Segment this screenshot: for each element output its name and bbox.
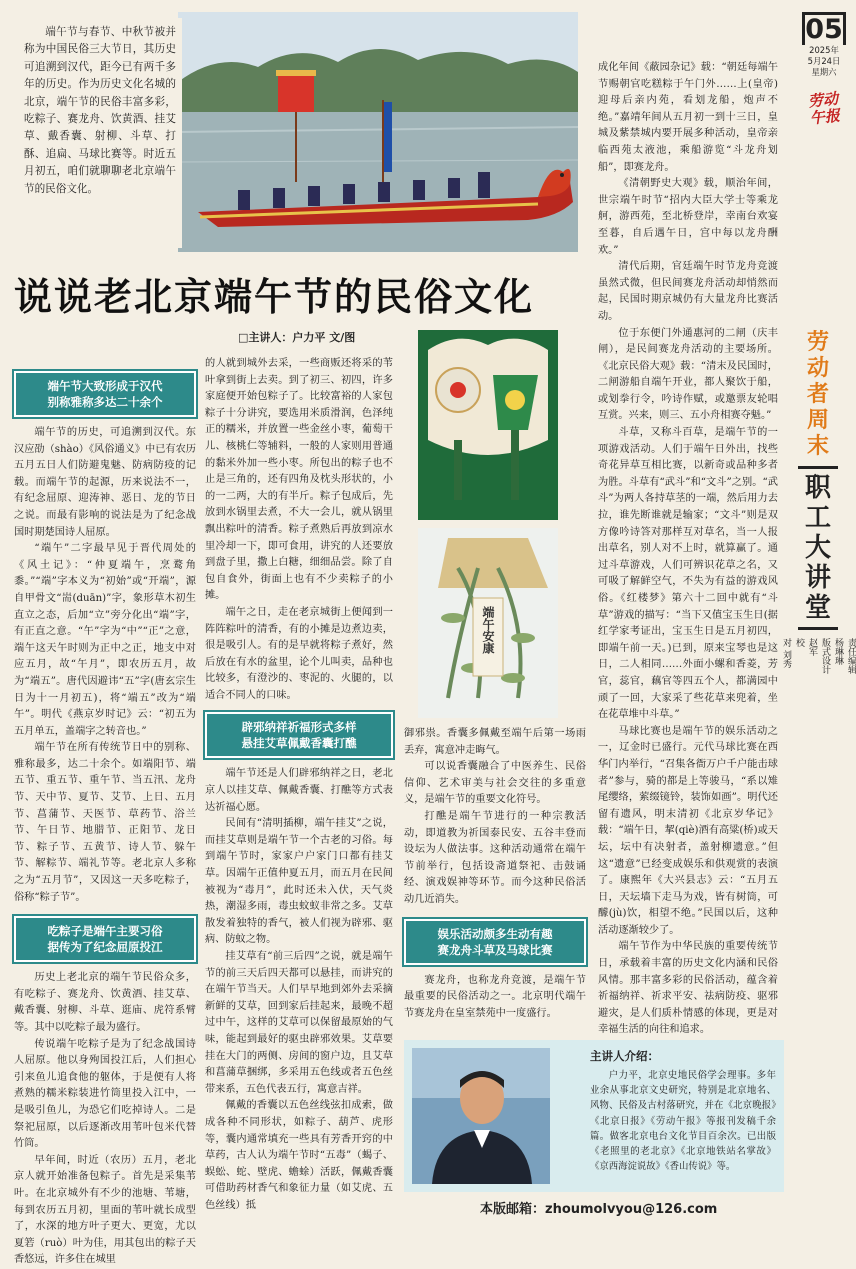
dragon-boat-illustration: [178, 12, 578, 252]
designer-label: 版式设计: [820, 638, 830, 674]
paragraph: 御邪祟。香囊多佩戴至端午后第一场雨丢弃，寓意冲走晦气。: [404, 728, 586, 756]
date-year: 2025年: [809, 45, 839, 55]
section-heading-line: 端午节大致形成于汉代: [47, 379, 163, 393]
section-heading-3: [205, 712, 393, 758]
paragraph: 《清朝野史大观》载，顺治年间，世宗端午时节“招内大臣大学士等乘龙舸，游西苑，至北桥登岸，幸南台欢宴至暮，自后遇午日，宫中每以龙舟酬欢。”: [598, 178, 778, 256]
divider: [798, 627, 838, 630]
section-heading-line: 悬挂艾草佩戴香囊打醮: [241, 736, 357, 751]
column-2: [205, 356, 393, 1215]
sidebar-title-black: 职工大讲堂: [804, 473, 831, 623]
mugwort-photo: [418, 528, 558, 718]
paragraph: 历史上老北京的端午节民俗众多，有吃粽子、赛龙舟、饮黄酒、挂艾草、戴香囊、射柳、斗草、逛庙、虎符系臂等。其中以吃粽子最为盛行。: [14, 972, 196, 1033]
section-heading-line: 辟邪纳祥祈福形式多样: [241, 720, 357, 735]
paragraph: 清代后期，官廷端午时节龙舟竞渡虽然式微，但民间赛龙舟活动却悄然而起，民国时期京城仍有大量龙舟比赛活动。: [598, 261, 778, 322]
paragraph: 端午节还是人们辟邪纳祥之日，老北京人以挂艾草、佩戴香囊、打醮等方式表达祈福心愿。: [205, 768, 393, 813]
section-4-body: [404, 973, 586, 1023]
section-heading-4: [404, 919, 586, 965]
section-heading-line: 赛龙舟斗草及马球比赛: [437, 942, 553, 957]
newspaper-logo: 劳动午报: [807, 89, 841, 128]
paragraph: 马球比赛也是端午节的娱乐活动之一，辽金时已盛行。元代马球比赛在西华门内举行，“召集各衙万户千户能击球者”参与，骑的都是上等骏马，“系以雉尾缨络，萦缀镜铃，装饰如画”。明代还留有遗风，明末清初《北京岁华记》载：“端午日，挈(qiè)酒有高粱(桥)或天坛，坛中有决射者，盖射柳遗意。”但这“遗意”已经变成娱乐和供观赏的表演了。康熙年《大兴县志》云：“五月五日，天坛墙下走马为戏，皆有树筒，可醵(jù)饮，相望不绝。”民国以后，这种活动逐渐较少了。: [598, 725, 778, 936]
paragraph: 端午节在所有传统节日中的别称、雅称最多，达二十余个。如端阳节、端五节、重五节、重午节、当五汛、龙舟节、天中节、夏节、艾节、上日、五月节、菖蒲节、天医节、草药节、浴兰节、午日节、地腊节、正阳节、龙日节、粽子节、五黄节、诗人节、躲午节、解粽节、端礼节等。老北京人多称之为“五月节”，又因这一天多吃粽子，俗称“粽子节”。: [14, 742, 196, 903]
sidebar: [781, 330, 856, 758]
paragraph: 端午节的历史，可追溯到汉代。东汉应劭（shào）《风俗通义》中已有农历五月五日人们防避鬼魅、防病防疫的记载。而端午节的起源，历来说法不一，有纪念屈原、迎涛神、恶日、龙的节日之说。而最有影响的说法是为了纪念战国时期楚国诗人屈原。: [14, 427, 196, 538]
section-heading-2: [14, 916, 196, 962]
host-text: 户力平，北京史地民俗学会理事。多年业余从事北京文史研究，特别是北京地名、风物、民俗及古村落研究，并在《北京晚报》《北京日报》《劳动午报》等报刊发稿千余篇。做客北京电台文化节目百余次。已出版《老照里的老北京》《北京地铁站名掌故》《京西海淀说故》《香山传说》等。: [590, 1070, 776, 1173]
weekday: 星期六: [811, 67, 837, 77]
column-4: [598, 60, 778, 1039]
paragraph: 佩戴的香囊以五色丝线弦扣成索，做成各种不同形状，如粽子、葫芦、虎形等，囊内通常填充一些具有芳香开窍的中草药，古人认为端午节时“五毒”（蝎子、蜈蚣、蛇、壁虎、蟾蜍）活跃，佩戴香囊可借助药材香气和象征力量（如艾虎、五色丝线）抵: [205, 1100, 393, 1211]
date-day: 5月24日: [807, 56, 841, 66]
email-line: 本版邮箱：zhoumolvyou@126.com: [480, 1202, 718, 1217]
credits: [781, 638, 856, 758]
sachet-sign-text: 端午安康: [481, 606, 495, 654]
paragraph: 端午之日，走在老京城街上便闻到一阵阵粽叶的清香，有的小摊是边煮边卖，很是吸引人。有的是早就将粽子煮好，然后放在有水的盆里，论个儿叫卖，品种也比较多，有澄沙的、枣泥的、火腿的，以适合不同人的口味。: [205, 606, 393, 701]
column-3-body: [404, 726, 586, 909]
editor-label: 责任编辑: [846, 638, 856, 674]
paragraph: 挂艾草有“前三后四”之说，就是端午节的前三天后四天都可以悬挂，而讲究的在端午节当天。人们早早地到郊外去采摘新鲜的艾草，回到家后挂起来，最晚不超过中午，这样的艾草可以保留最原始的气味，能起到最好的驱虫辟邪效果。艾草要挂在大门的两侧、房间的窗户边，且艾草和菖蒲草捆绑，多采用五色线或者五色丝带来系，五色代表五行，寓意吉祥。: [205, 951, 393, 1095]
section-heading-line: 别称雅称多达二十余个: [47, 395, 163, 409]
column-2-body-a: [205, 356, 393, 704]
paragraph: 传说端午吃粽子是为了纪念战国诗人屈原。他以身殉国投江后，人们担心引来鱼儿追食他的躯体，于是便有人将煮熟的糯米粽装进竹筒里投入江中，一是吸引鱼儿，为恐它们吃掉诗人。二是祭祀屈原，以后逐渐改用苇叶包米代替竹筒。: [14, 1038, 196, 1150]
masthead-date-block: [802, 12, 846, 126]
paragraph: 可以说香囊融合了中医养生、民俗信仰、艺术审美与社会交往的多重意义，是端午节的重要文化符号。: [404, 761, 586, 806]
sachet-photo: [418, 330, 558, 520]
host-portrait-illustration: [412, 1048, 550, 1184]
editor-name: 杨琳琳: [833, 638, 843, 665]
paragraph: 民间有“清明插柳，端午挂艾”之说，而挂艾草则是端午节一个古老的习俗。每到端午节时，家家户户家门口都有挂艾草。因端午正值仲夏五月，而五月在民间被视为“毒月”，此时还未入伏，天气炎热，潮湿多雨，毒虫蚊蚁非常之多。艾草散发着独特的香气，被人们视为辟邪、驱病、防蚊之物。: [205, 818, 393, 946]
paragraph: 打醮是端午节进行的一种宗教活动，即道教为祈国泰民安、五谷丰登而设坛为人做法事。这种活动通常在端午节前举行，包括设斋道祭祀、击鼓诵经、演戏娱神等环节。而今这种民俗活动几近消失。: [404, 810, 586, 905]
proof-name: 对 刘秀: [781, 638, 791, 668]
intro-box: [14, 18, 182, 248]
sidebar-title-orange: 劳动者周末: [806, 330, 829, 459]
section-1-body: [14, 425, 196, 906]
column-4-body: [598, 60, 778, 1039]
dragon-boat-photo: [178, 12, 578, 252]
column-3: [404, 726, 586, 1022]
sachet-illustration: [418, 330, 558, 520]
host-portrait: [412, 1048, 550, 1184]
section-2-body: [14, 970, 196, 1269]
section-heading-line: 娱乐活动颇多生动有趣: [437, 926, 553, 941]
paragraph: 的人就到城外去采，一些商贩还将采的苇叶拿到街上去卖。到了初三、初四，许多家庭便开始包粽子了。比较富裕的人家包粽子十分讲究，要选用米质滑润，色泽纯正的糯米，并放置一些金丝小枣，葡萄干儿、核桃仁等辅料，一般的人家则用普通的黏米外加一些小枣。所包出的粽子也不止是三角的，还有四角及枕头形状的，小的一二两，大的有半斤。粽子包成后，先放到水锅里去煮，不大一会儿，就从锅里飘出粽叶的清香。粽子煮熟后再放到凉水里冷却一下，即可食用，讲究的人还要放到盘子里，撒上白糖，细细品尝。除了自包自食外，街面上也有不少卖粽子的小摊。: [205, 358, 393, 602]
page-title: 说说老北京端午节的民俗文化: [14, 275, 535, 319]
paragraph: 赛龙舟，也称龙舟竞渡，是端午节最重要的民俗活动之一。北京明代端午节赛龙舟在皇室禁苑中一度盛行。: [404, 974, 586, 1019]
section-3-body: [205, 766, 393, 1214]
section-heading-line: 吃粽子是端午主要习俗: [47, 924, 163, 939]
host-intro-box: [404, 1040, 784, 1192]
divider: [798, 466, 838, 469]
paragraph: 成化年间《蔽园杂记》载：“朝廷每端午节赐朝官吃糕粽于午门外……上(皇帝)迎母后亲内苑，看划龙船，炮声不绝。”嘉靖年间从五月初一到十三日，皇城及紫禁城内要开展多种活动，皇帝亲临西苑太液池，乘船游览“斗龙舟划船”，即赛龙舟。: [598, 62, 778, 173]
paragraph: 位于东便门外通惠河的二闸（庆丰闸），是民间赛龙舟活动的主要场所。《北京民俗大观》载：“清末及民国时，二闸游船自端午开业，都人聚饮于船，或划拳行令，吟诗作赋，或邀票友轮唱互赏。兴来，则三、五小舟相赛夺魁。”: [598, 327, 778, 422]
byline: □主讲人：户力平 文/图: [238, 331, 356, 344]
paragraph: 早年间，时近（农历）五月，老北京人就开始准备包粽子。首先是采集苇叶。在北京城外有不少的池塘、苇塘，每到农历五月初，里面的苇叶就长成型了，水深的地方叶子更大、更宽，尤以夏箬（ruò）叶为佳，用其包出的粽子天香悠远，许多住在城里: [14, 1154, 196, 1266]
page-number: 05: [802, 12, 846, 45]
designer-name: 赵军: [807, 638, 817, 656]
host-title: 主讲人介绍：: [590, 1049, 659, 1063]
section-heading-line: 据传为了纪念屈原投江: [47, 940, 163, 955]
paragraph: 端午节作为中华民族的重要传统节日，承载着丰富的历史文化内涵和民俗风情。那丰富多彩的民俗活动，蕴含着祈福纳祥、祈求平安、祛病防疫、驱邪避灾，是人们质朴情感的体现，更是对幸福生活的向往和追求。: [598, 941, 778, 1036]
intro-text: 端午节与春节、中秋节被并称为中国民俗三大节日，其历史可追溯到汉代，距今已有两千多年的历史。作为历史文化名城的北京，端午节的民俗丰富多彩，吃粽子、赛龙舟、饮黄酒、挂艾草、戴香囊、射柳、斗草、打酥、追扁、马球比赛等。时近五月初五，咱们就聊聊老北京端午节的民俗文化。: [24, 26, 176, 195]
paragraph: 斗草，又称斗百草，是端午节的一项游戏活动。人们于端午日外出，找些奇花异草互相比赛，以新奇或品种多者为胜。斗草有“武斗”和“文斗”之别。“武斗”为两人各持草茎的一端，然后用力去拉，谁先断谁就是输家；“文斗”则是双方像吟诗答对那样互对草名，当一人报出草名，别人对不上时，就算赢了。通过斗草游戏，人们可辨识花草之名，又可吸了解鲜空气，不失为有益的游戏风俗。《红楼梦》第六十二回中就有“斗草”游戏的描写：“当下又值宝玉生日(据红学家考证出，宝玉生日是五月初四，即端午前一天。)已到，原来宝琴也是这日，二人相同……外面小螺和香菱，芳官，蕊官，藕官等四五个人，都满园中顽了一回，大家采了些花草来兜着，坐在花草堆中斗草。”: [598, 427, 778, 721]
paragraph: “端午”二字最早见于晋代周处的《风土记》：“仲夏端午，烹鹜角黍。”“端”字本义为“初始”或“开端”，源自甲骨文“耑(duān)”字，象形草木初生直立之态，后加“立”旁分化出“端”字，有正直之意。“午”字为“中”“正”之意，端午这天午时则为正中之正，地支中对应五月，故“午月”，即农历五月，故为“端五”。唐代因避讳“五”字(唐玄宗生日为十一月初五)，将“端五”改为“端午”。明代《燕京岁时记》云：“初五为五月单五，盖端字之转音也。”: [14, 543, 196, 737]
column-1: [14, 371, 196, 1269]
proof-label: 校: [794, 638, 804, 647]
section-heading-1: [14, 371, 196, 417]
